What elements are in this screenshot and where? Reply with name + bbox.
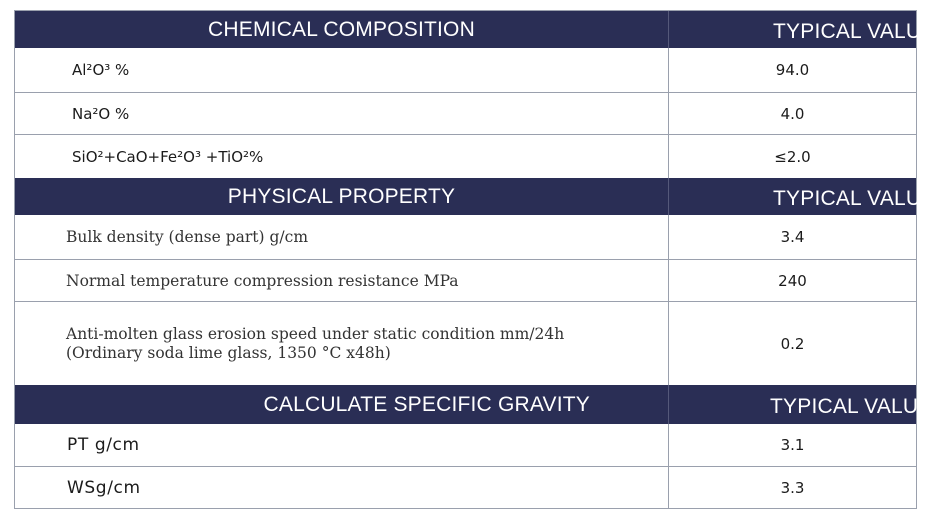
property-label: SiO²+CaO+Fe²O³ +TiO²% bbox=[72, 147, 264, 166]
typical-value-header: TYPICAL VALUE bbox=[770, 394, 933, 418]
table-row bbox=[15, 215, 916, 260]
table-row bbox=[15, 302, 916, 385]
table-row bbox=[15, 93, 916, 135]
properties-table bbox=[14, 10, 935, 509]
chemical-composition-header bbox=[15, 11, 935, 48]
table-row bbox=[15, 424, 916, 467]
property-label: PT g/cm bbox=[67, 435, 140, 455]
specific-gravity-title: CALCULATE SPECIFIC GRAVITY bbox=[263, 392, 590, 416]
property-value: 3.4 bbox=[780, 228, 805, 246]
property-value: 0.2 bbox=[780, 334, 805, 353]
property-value: 240 bbox=[778, 271, 807, 290]
property-label: Anti-molten glass erosion speed under static condition mm/24h bbox=[66, 324, 565, 343]
typical-value-header: TYPICAL VALUE bbox=[773, 186, 935, 210]
table-row bbox=[15, 260, 916, 302]
property-value: 3.1 bbox=[780, 436, 805, 454]
property-label: Normal temperature compression resistance MPa bbox=[66, 271, 459, 290]
property-value: ≤2.0 bbox=[774, 147, 811, 166]
property-label: WSg/cm bbox=[67, 477, 141, 498]
property-label: Na²O % bbox=[72, 104, 130, 123]
physical-property-header bbox=[15, 178, 935, 215]
property-value: 94.0 bbox=[775, 61, 810, 79]
table-row bbox=[15, 48, 916, 93]
typical-value-header: TYPICAL VALUE bbox=[773, 19, 935, 43]
table-row bbox=[15, 467, 916, 508]
table-row bbox=[15, 135, 916, 178]
property-label: Bulk density (dense part) g/cm bbox=[66, 228, 309, 246]
specific-gravity-header bbox=[15, 385, 933, 424]
property-label-note: (Ordinary soda lime glass, 1350 °C x48h) bbox=[66, 343, 391, 362]
chemical-composition-title: CHEMICAL COMPOSITION bbox=[208, 17, 475, 41]
physical-property-title: PHYSICAL PROPERTY bbox=[227, 184, 456, 208]
property-label: Al²O³ % bbox=[72, 61, 130, 79]
property-value: 4.0 bbox=[780, 104, 805, 123]
property-value: 3.3 bbox=[780, 478, 805, 497]
